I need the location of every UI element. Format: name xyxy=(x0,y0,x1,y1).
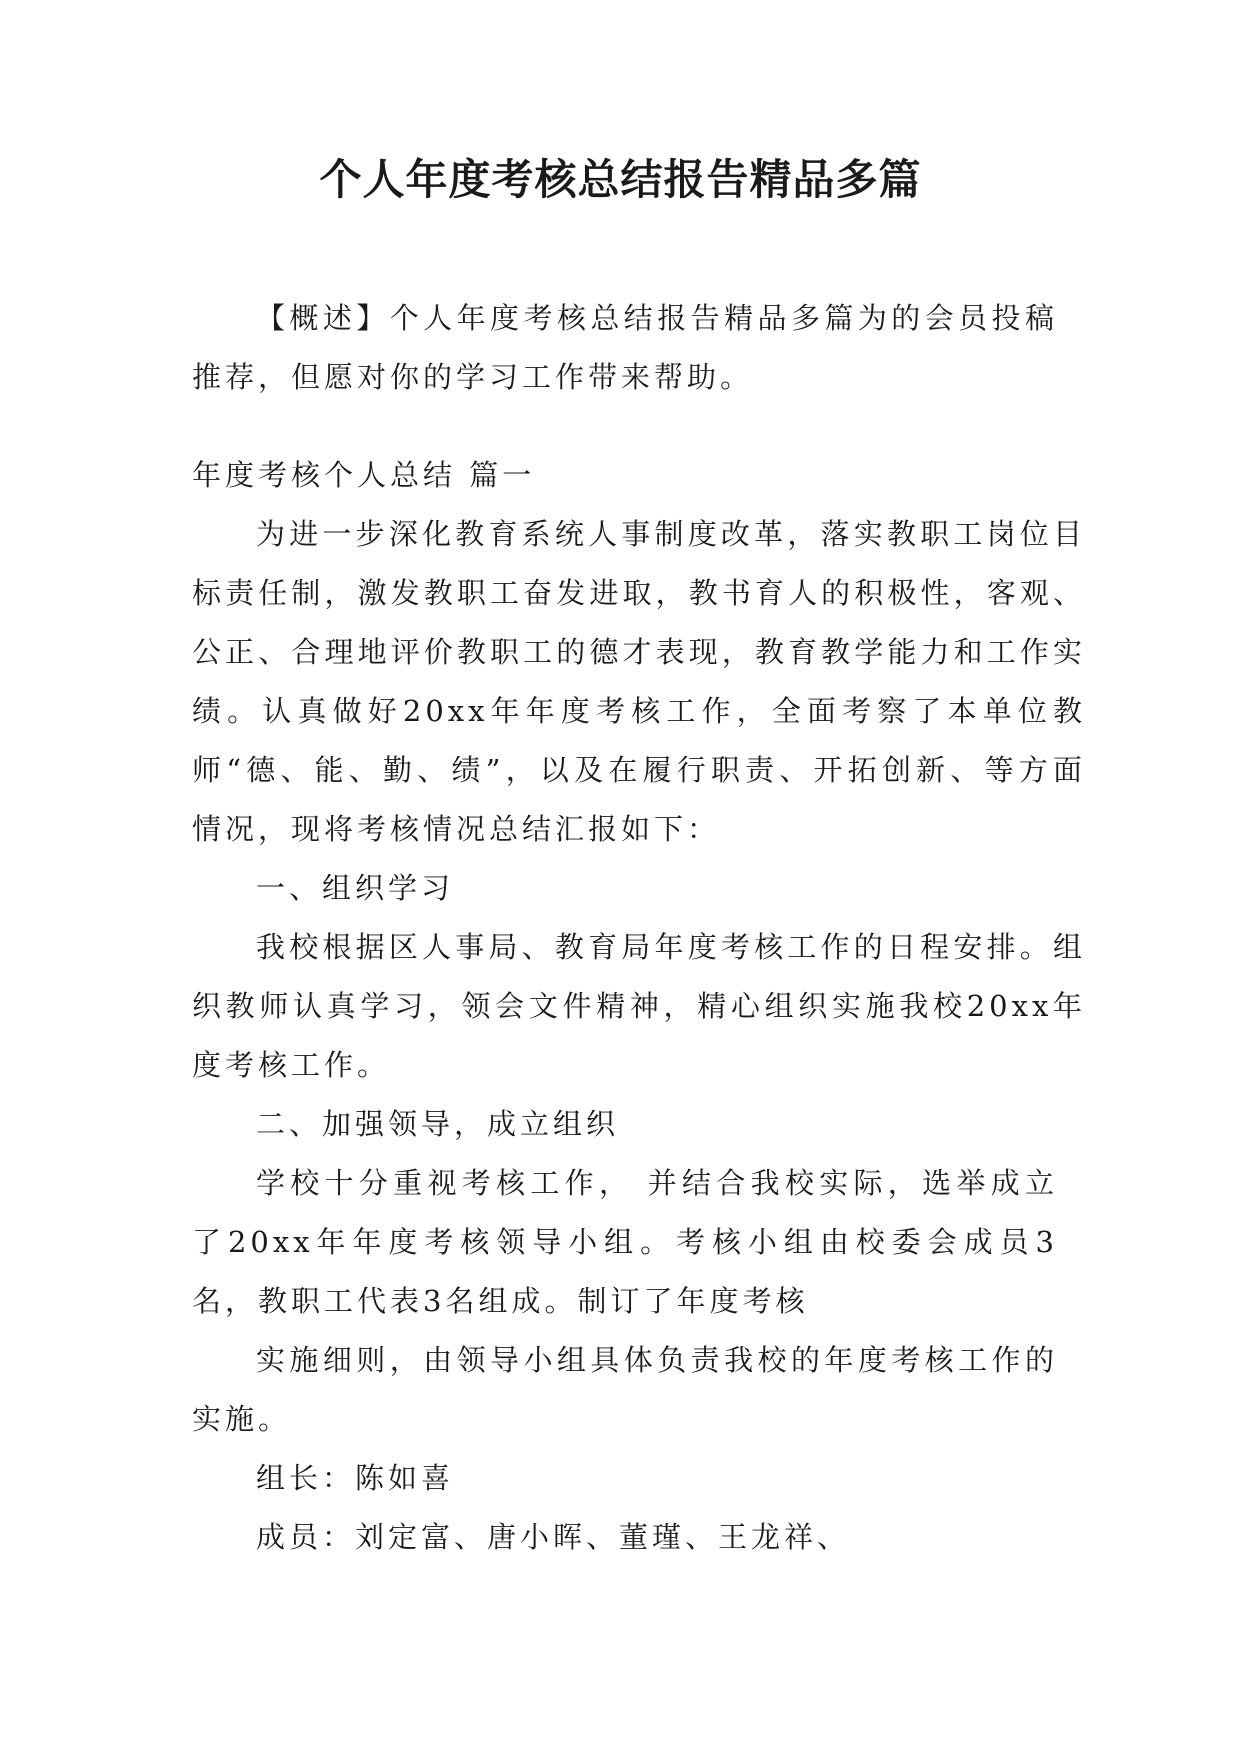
spacer xyxy=(192,407,1058,446)
body-paragraph: 我校根据区人事局、教育局年度考核工作的日程安排。组织教师认真学习，领会文件精神，精心组织实施我校20xx年度考核工作。 xyxy=(192,930,1086,1082)
body-paragraph: 学校十分重视考核工作， 并结合我校实际，选举成立了20xx年年度考核领导小组。考核小组由校委会成员3名，教职工代表3名组成。制订了年度考核 xyxy=(192,1166,1058,1318)
document-body xyxy=(192,289,1086,1567)
team-members-line: 成员：刘定富、唐小晖、董瑾、王龙祥、 xyxy=(256,1520,851,1554)
subheading-strengthen-leadership: 二、加强领导，成立组织 xyxy=(256,1107,620,1141)
team-leader-line: 组长：陈如喜 xyxy=(256,1461,455,1495)
body-paragraph: 为进一步深化教育系统人事制度改革，落实教职工岗位目标责任制，激发教职工奋发进取，教书育人的积极性，客观、公正、合理地评价教职工的德才表现，教育教学能力和工作实绩。认真做好20xx年年度考核工作，全面考察了本单位教师“德、能、勤、绩”，以及在履行职责、开拓创新、等方面情况，现将考核情况总结汇报如下： xyxy=(192,517,1086,846)
body-paragraph: 实施细则，由领导小组具体负责我校的年度考核工作的实施。 xyxy=(192,1343,1058,1436)
subheading-organize-study: 一、组织学习 xyxy=(256,871,455,905)
overview-paragraph: 【概述】个人年度考核总结报告精品多篇为的会员投稿推荐，但愿对你的学习工作带来帮助。 xyxy=(192,301,1058,394)
section-heading: 年度考核个人总结 篇一 xyxy=(192,458,536,492)
document-title: 个人年度考核总结报告精品多篇 xyxy=(319,155,922,204)
